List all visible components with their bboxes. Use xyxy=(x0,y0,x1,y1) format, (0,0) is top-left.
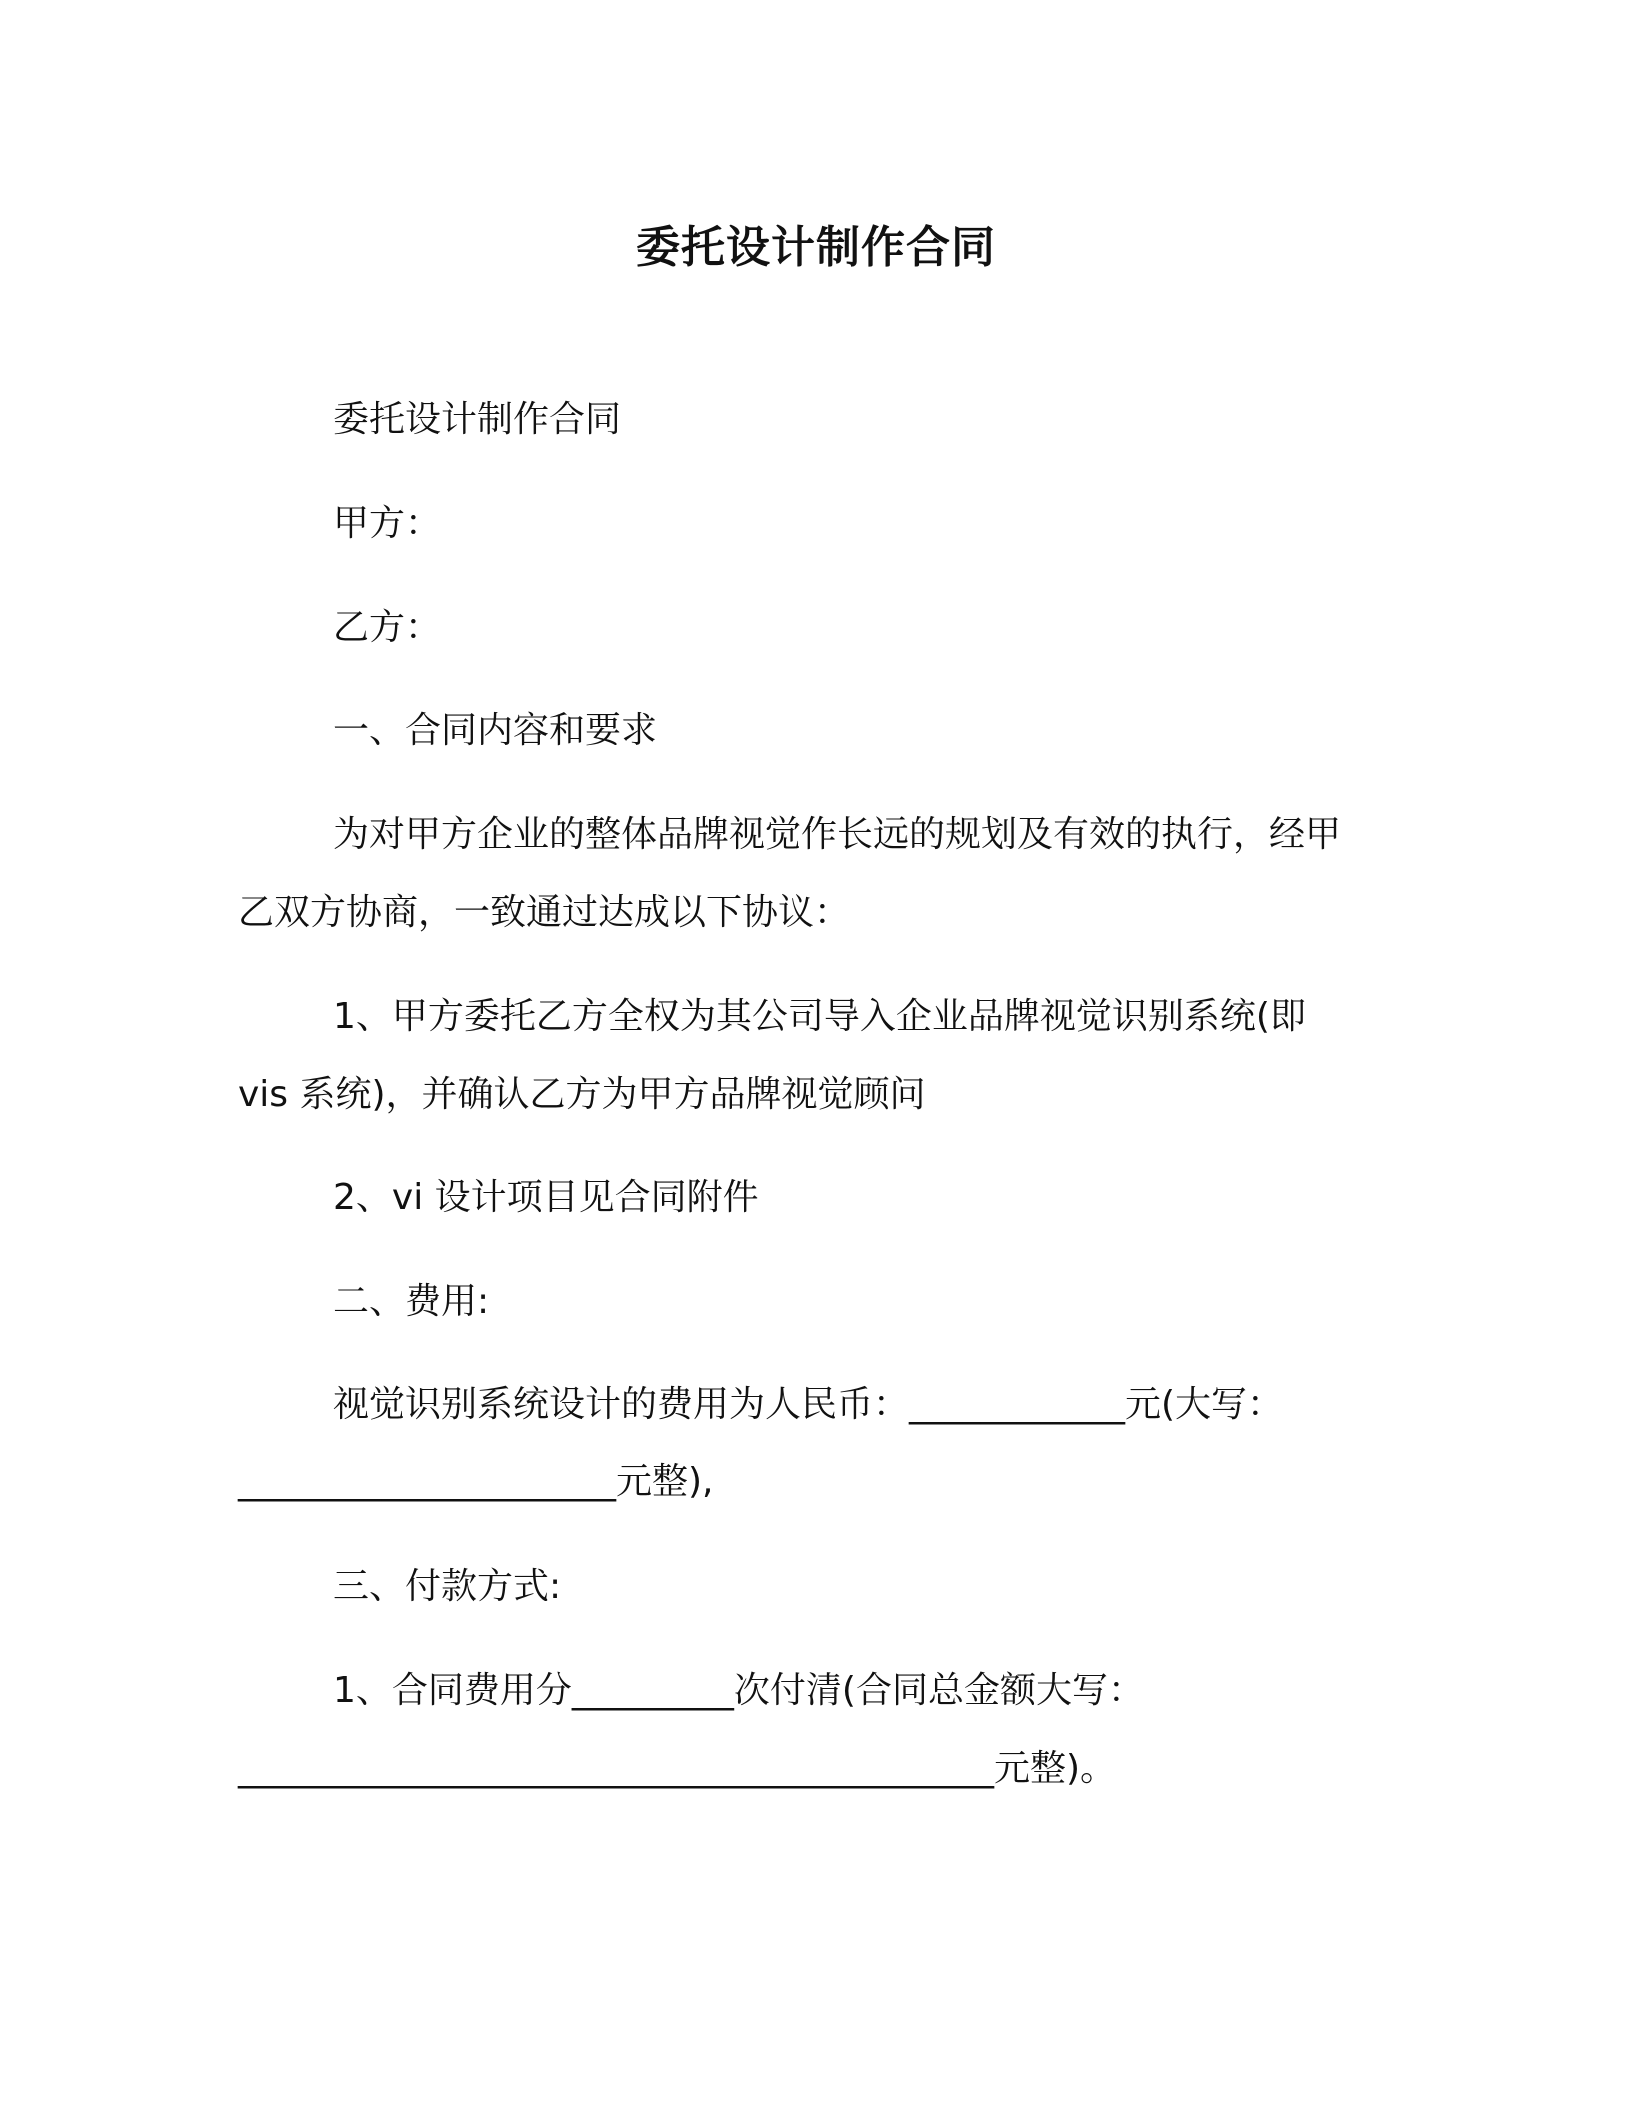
document-title: 委托设计制作合同 xyxy=(636,222,996,273)
payment-clause-line-1: 1、合同费用分_________次付清(合同总金额大写： xyxy=(333,1670,1144,1711)
fee-line-2: _____________________元整), xyxy=(238,1461,714,1502)
fee-line-1: 视觉识别系统设计的费用为人民币：____________元(大写： xyxy=(333,1384,1284,1425)
party-b-field: 乙方： xyxy=(333,607,442,648)
clause-1-1-line-1: 1、甲方委托乙方全权为其公司导入企业品牌视觉识别系统(即 xyxy=(333,996,1306,1037)
contract-heading: 委托设计制作合同 xyxy=(333,399,622,440)
paragraph-intro-line-1: 为对甲方企业的整体品牌视觉作长远的规划及有效的执行，经甲 xyxy=(333,814,1342,855)
payment-clause-line-2: __________________________________________元整)。 xyxy=(238,1748,1117,1789)
clause-1-1-line-2: vis 系统)，并确认乙方为甲方品牌视觉顾问 xyxy=(238,1074,926,1115)
party-a-field: 甲方： xyxy=(333,503,442,544)
section-2-heading: 二、费用: xyxy=(333,1281,490,1322)
paragraph-intro-line-2: 乙双方协商，一致通过达成以下协议： xyxy=(238,892,851,933)
clause-1-2: 2、vi 设计项目见合同附件 xyxy=(333,1177,759,1218)
section-3-heading: 三、付款方式: xyxy=(333,1566,562,1607)
section-1-heading: 一、合同内容和要求 xyxy=(333,710,658,751)
